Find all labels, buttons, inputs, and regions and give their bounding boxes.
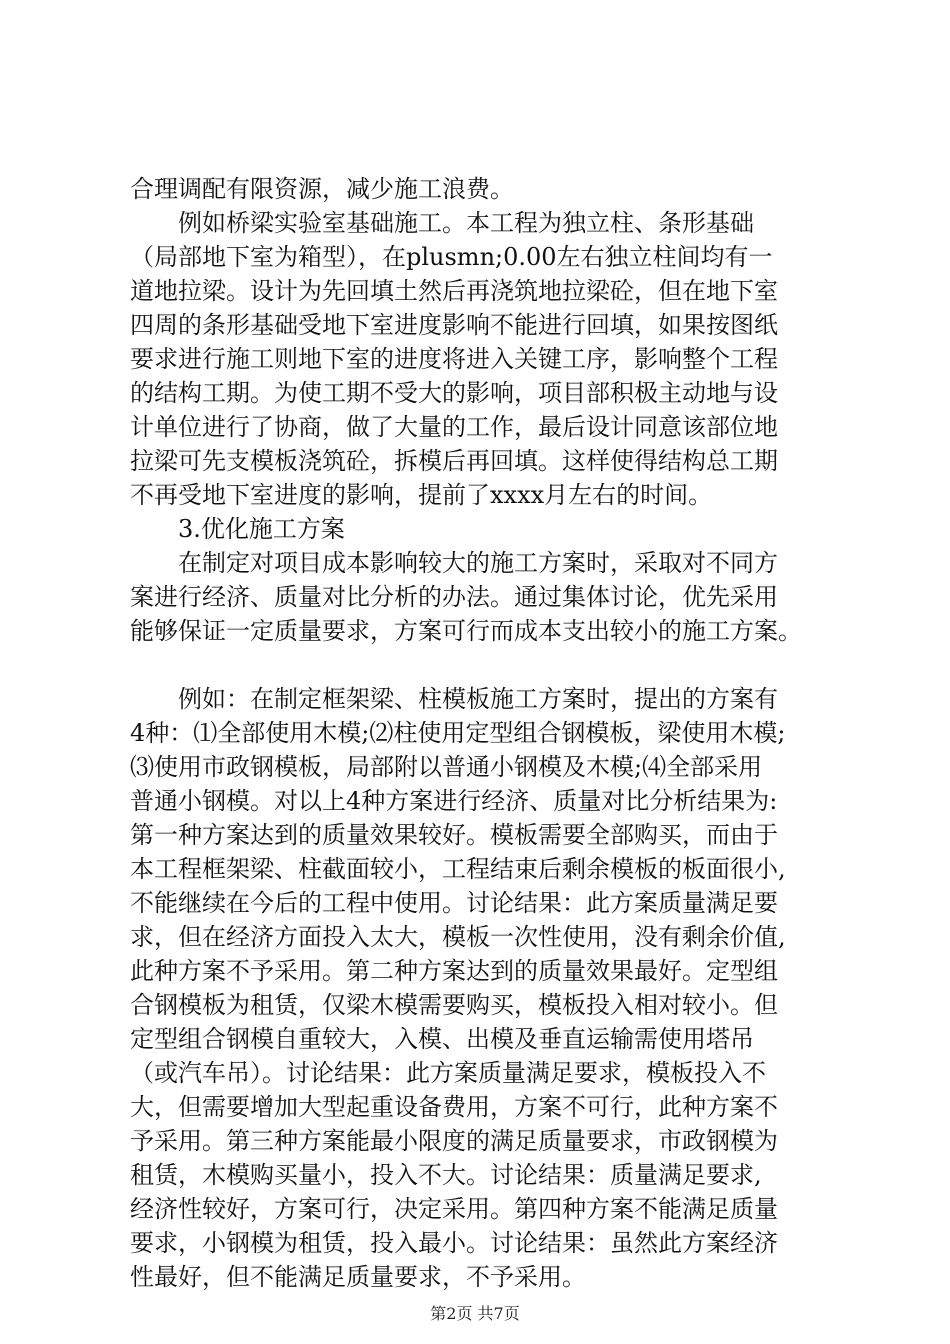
text-line: 拉梁可先支模板浇筑砼，拆模后再回填。这样使得结构总工期 <box>130 447 778 475</box>
text-line: 案进行经济、质量对比分析的办法。通过集体讨论，优先采用 <box>130 583 778 611</box>
text-line: 普通小钢模。对以上4种方案进行经济、质量对比分析结果为: <box>130 787 778 815</box>
text-line: 例如：在制定框架梁、柱模板施工方案时，提出的方案有 <box>178 685 778 713</box>
text-line: 性最好，但不能满足质量要求，不予采用。 <box>130 1263 586 1291</box>
text-line: 本工程框架梁、柱截面较小，工程结束后剩余模板的板面很小, <box>130 855 786 883</box>
text-line: （局部地下室为箱型），在plusmn;0.00左右独立柱间均有一 <box>130 243 773 271</box>
text-line: 要求，小钢模为租赁，投入最小。讨论结果：虽然此方案经济 <box>130 1229 778 1257</box>
text-line: ⑶使用市政钢模板，局部附以普通小钢模及木模;⑷全部采用 <box>130 753 763 781</box>
text-line: 在制定对项目成本影响较大的施工方案时，采取对不同方 <box>178 549 778 577</box>
text-line: 租赁，木模购买量小，投入不大。讨论结果：质量满足要求, <box>130 1161 762 1189</box>
text-line: （或汽车吊）。讨论结果：此方案质量满足要求，模板投入不 <box>130 1059 766 1087</box>
text-line: 合理调配有限资源，减少施工浪费。 <box>130 175 514 203</box>
text-line: 大，但需要增加大型起重设备费用，方案不可行，此种方案不 <box>130 1093 778 1121</box>
section-heading: 3.优化施工方案 <box>178 515 345 543</box>
text-line: 合钢模板为租赁，仅梁木模需要购买，模板投入相对较小。但 <box>130 991 778 1019</box>
text-line: 定型组合钢模自重较大，入模、出模及垂直运输需使用塔吊 <box>130 1025 754 1053</box>
text-line: 予采用。第三种方案能最小限度的满足质量要求，市政钢模为 <box>130 1127 778 1155</box>
text-line: 计单位进行了协商，做了大量的工作，最后设计同意该部位地 <box>130 413 778 441</box>
text-line: 4种：⑴全部使用木模;⑵柱使用定型组合钢模板，梁使用木模; <box>130 719 786 747</box>
text-line: 四周的条形基础受地下室进度影响不能进行回填，如果按图纸 <box>130 311 778 339</box>
page-number: 第2页 共7页 <box>430 1304 520 1323</box>
text-line: 第一种方案达到的质量效果较好。模板需要全部购买，而由于 <box>130 821 778 849</box>
text-line: 经济性较好，方案可行，决定采用。第四种方案不能满足质量 <box>130 1195 778 1223</box>
text-line: 能够保证一定质量要求，方案可行而成本支出较小的施工方案。 <box>130 617 802 645</box>
text-line: 求，但在经济方面投入太大，模板一次性使用，没有剩余价值, <box>130 923 786 951</box>
text-line: 例如桥梁实验室基础施工。本工程为独立柱、条形基础 <box>178 209 754 237</box>
text-line: 道地拉梁。设计为先回填土然后再浇筑地拉梁砼，但在地下室 <box>130 277 778 305</box>
text-line: 不再受地下室进度的影响，提前了xxxx月左右的时间。 <box>130 481 713 509</box>
text-line: 此种方案不予采用。第二种方案达到的质量效果最好。定型组 <box>130 957 778 985</box>
text-line: 的结构工期。为使工期不受大的影响，项目部积极主动地与设 <box>130 379 778 407</box>
text-line: 不能继续在今后的工程中使用。讨论结果：此方案质量满足要 <box>130 889 778 917</box>
text-line: 要求进行施工则地下室的进度将进入关键工序，影响整个工程 <box>130 345 778 373</box>
